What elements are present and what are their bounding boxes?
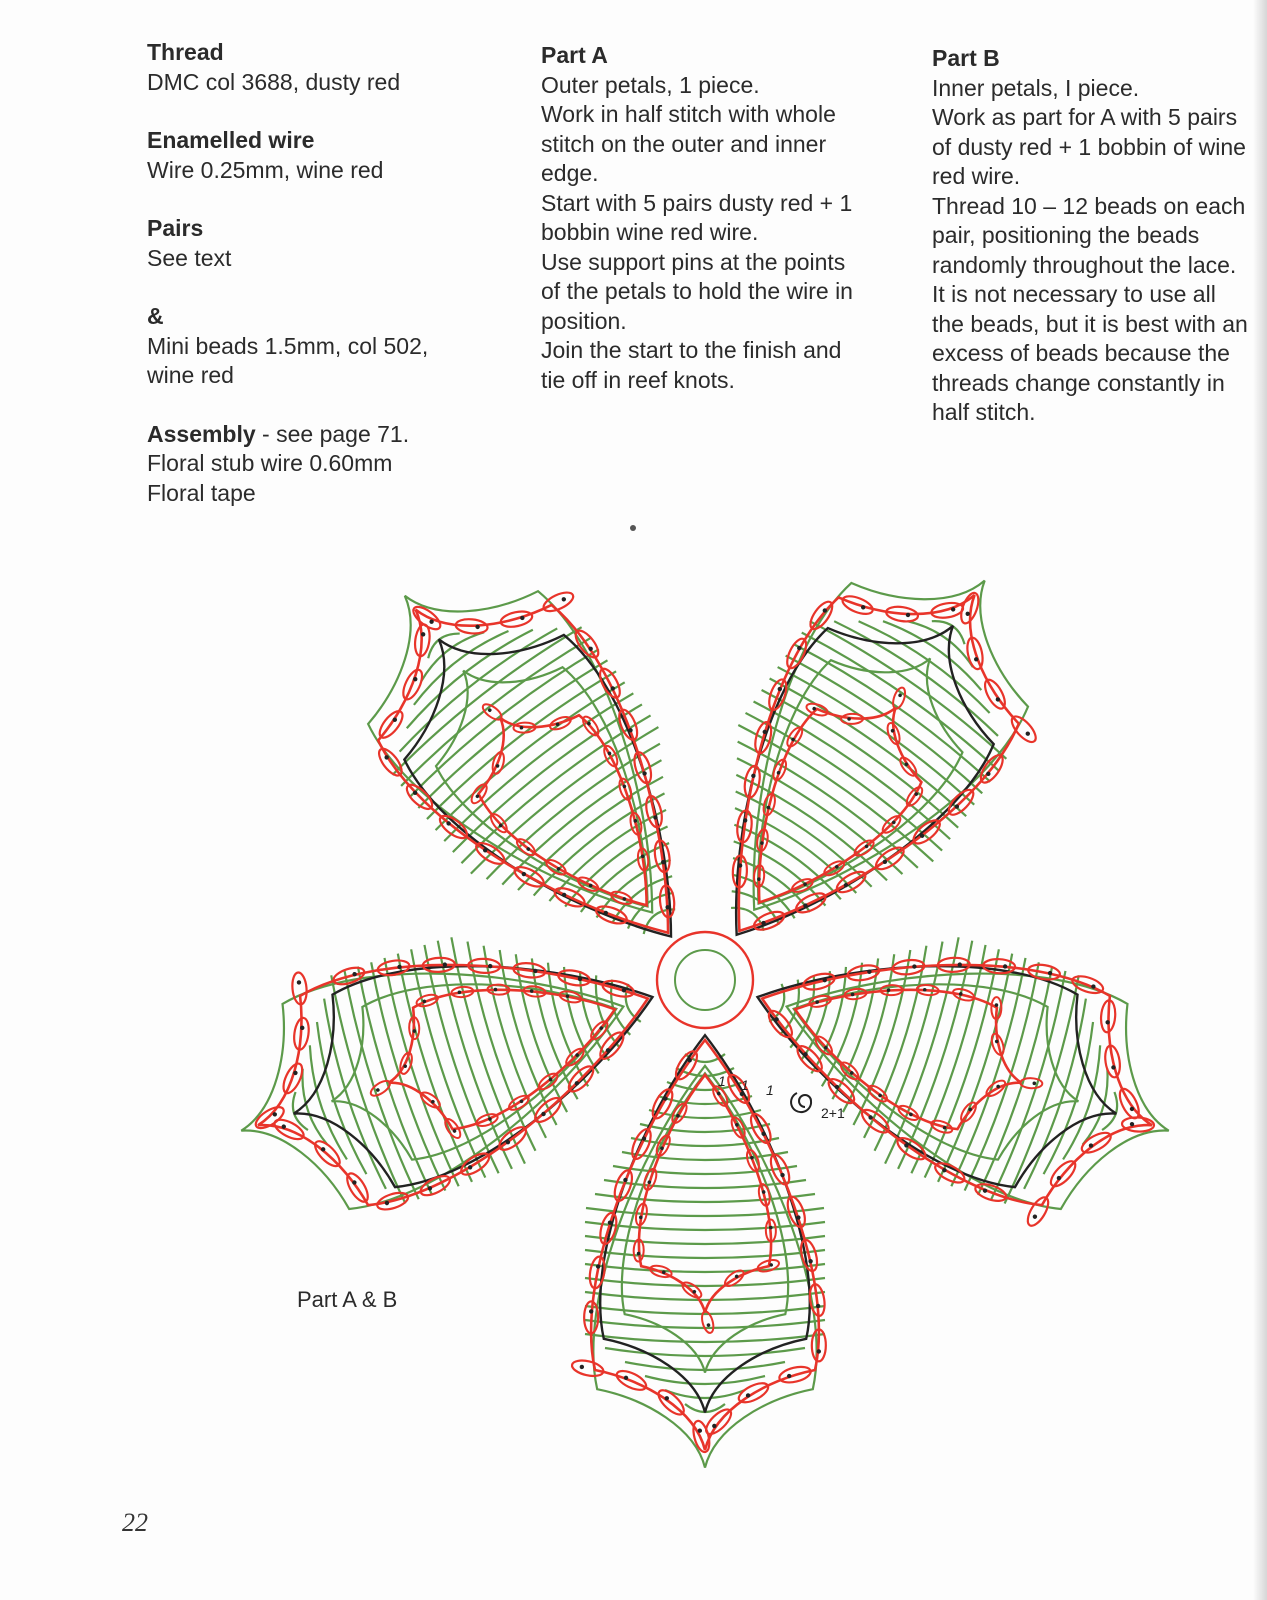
petal	[571, 1035, 827, 1467]
pin-hole	[1032, 1214, 1038, 1220]
cross-thread	[417, 945, 499, 1176]
cross-thread	[448, 698, 642, 852]
thread-heading: Thread	[147, 39, 224, 65]
pin-mark	[630, 525, 636, 531]
part-a-line: Join the start to the finish and	[541, 337, 842, 363]
wire-text: Wire 0.25mm, wine red	[147, 156, 384, 183]
pin-hole	[589, 1309, 593, 1313]
long-thread	[317, 527, 740, 981]
cross-thread	[431, 676, 625, 830]
cross-thread	[859, 615, 995, 713]
long-thread	[593, 1066, 816, 1468]
cross-thread	[631, 1138, 779, 1146]
part-a-line: edge.	[541, 160, 599, 186]
petal-group	[200, 511, 1207, 1468]
cross-thread	[585, 1236, 825, 1244]
assembly-line-2: Floral tape	[147, 479, 256, 506]
part-b-line: threads change constantly in	[932, 369, 1225, 396]
part-a-line: of the petals to hold the wire in	[541, 278, 853, 304]
pin-hole	[1025, 731, 1031, 737]
part-b-line: excess of beads because the	[932, 340, 1230, 366]
part-b-line: of dusty red + 1 bobbin of wine	[932, 133, 1246, 160]
lace-flower-diagram	[195, 490, 1215, 1550]
start-marker-3: 1	[766, 1082, 774, 1098]
part-a-line: Work in half stitch with whole	[541, 101, 836, 127]
cross-thread	[422, 665, 616, 819]
cross-thread	[951, 958, 1033, 1189]
center-inner-ring	[675, 950, 735, 1010]
part-b-heading: Part B	[932, 45, 1000, 71]
center-ring	[657, 932, 753, 1028]
thread-text: DMC col 3688, dusty red	[147, 68, 401, 95]
part-b-line: randomly throughout the lace.	[932, 251, 1237, 278]
cross-thread	[640, 1124, 770, 1132]
loop-shape	[571, 1358, 605, 1379]
petal	[200, 869, 690, 1246]
pin-hole	[1032, 1081, 1036, 1085]
pairs-heading: Pairs	[147, 215, 204, 241]
loop-shape	[1024, 1194, 1052, 1229]
cross-thread	[585, 1222, 825, 1230]
page-number: 22	[122, 1508, 148, 1537]
assembly-line-1: Floral stub wire 0.60mm	[147, 450, 393, 476]
start-marker-2: 1	[741, 1077, 749, 1093]
part-b-column	[932, 44, 1267, 428]
beads-heading: &	[147, 303, 164, 329]
part-a-column	[541, 41, 891, 395]
wire-heading: Enamelled wire	[147, 127, 315, 153]
part-a-line: stitch on the outer and inner	[541, 130, 827, 157]
start-spiral-icon	[791, 1093, 811, 1112]
start-pairs-label: 2+1	[821, 1105, 845, 1121]
part-a-line: Outer petals, 1 piece.	[541, 71, 760, 98]
part-a-line: Use support pins at the points	[541, 248, 846, 275]
part-b-line: Work as part for A with 5 pairs	[932, 104, 1238, 130]
part-a-line: Start with 5 pairs dusty red + 1	[541, 189, 853, 216]
part-b-line: half stitch.	[932, 399, 1036, 425]
part-b-line: Thread 10 – 12 beads on each	[932, 192, 1246, 219]
flower-center	[657, 932, 753, 1028]
part-b-line: pair, positioning the beads	[932, 222, 1200, 248]
pin-hole	[561, 596, 567, 602]
cross-thread	[409, 625, 508, 705]
assembly-suffix: - see page 71.	[255, 420, 410, 447]
assembly-heading: Assembly	[147, 420, 256, 447]
cross-thread	[585, 1264, 825, 1272]
loop-shape	[891, 686, 908, 710]
part-a-line: bobbin wine red wire.	[541, 219, 759, 245]
start-marker-1: 1	[718, 1073, 726, 1089]
cross-thread	[377, 958, 459, 1189]
pin-loop	[1024, 1194, 1052, 1229]
cross-thread	[585, 1250, 825, 1258]
cross-thread	[585, 1334, 825, 1342]
pairs-text: See text	[147, 244, 232, 271]
pin-loop	[571, 1358, 605, 1379]
cross-thread	[911, 945, 993, 1176]
beads-line-2: wine red	[147, 362, 234, 388]
figure-caption: Part A & B	[297, 1287, 398, 1312]
long-thread	[663, 517, 1076, 974]
page-edge-shadow	[1253, 0, 1267, 1600]
part-a-line: position.	[541, 307, 627, 334]
pin-hole	[706, 1323, 710, 1327]
cross-thread	[605, 1348, 805, 1356]
cross-thread	[439, 687, 633, 841]
part-b-line: the beads, but it is best with an	[932, 310, 1248, 337]
part-a-heading: Part A	[541, 42, 608, 68]
part-b-line: It is not necessary to use all	[932, 281, 1216, 307]
part-b-line: red wire.	[932, 163, 1021, 189]
assembly-line	[147, 420, 487, 450]
inner-pin-loop	[891, 686, 908, 710]
pin-hole	[579, 1364, 584, 1369]
pin-hole	[817, 1349, 821, 1353]
petal	[716, 881, 1206, 1258]
beads-line-1: Mini beads 1.5mm, col 502,	[147, 332, 429, 359]
materials-column	[147, 38, 487, 508]
petal	[637, 511, 1095, 1012]
cross-thread	[645, 1376, 765, 1384]
part-a-line: tie off in reef knots.	[541, 366, 735, 393]
pin-hole	[297, 980, 302, 985]
part-b-line: Inner petals, I piece.	[932, 74, 1140, 101]
petal	[309, 513, 777, 1011]
